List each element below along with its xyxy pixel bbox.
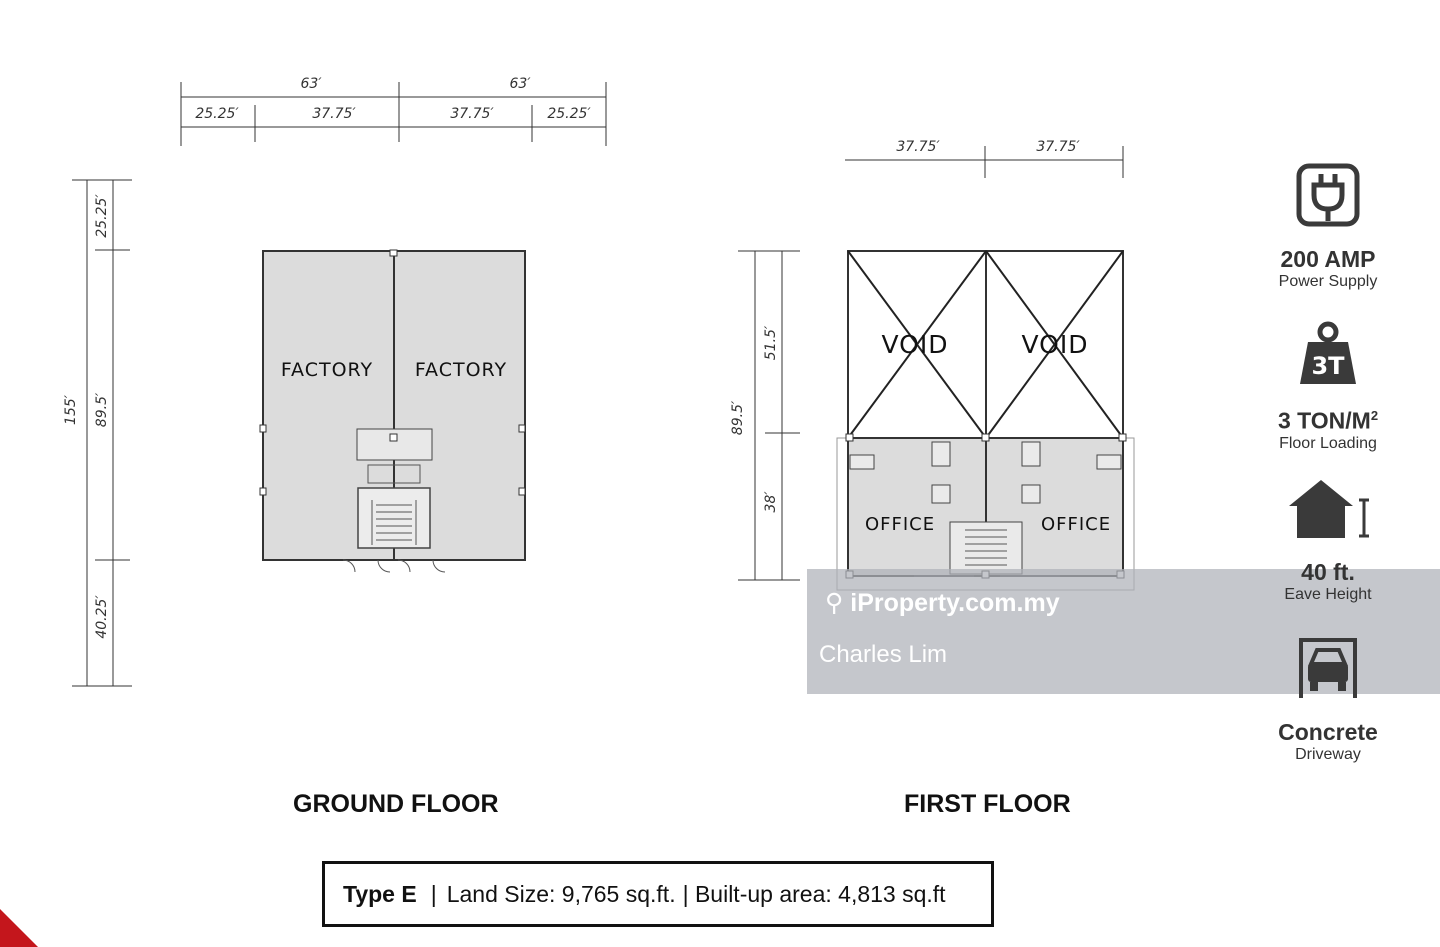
spec-eave-height: [1248, 476, 1408, 605]
dim-depth-middle: 89.5′: [94, 392, 110, 428]
location-pin-icon: ⚲: [825, 589, 844, 617]
spec-power: [1248, 163, 1408, 292]
built-up-area: | Built-up area: 4,813 sq.ft: [682, 880, 946, 907]
first-floor-title: FIRST FLOOR: [904, 790, 1071, 818]
truck-icon: [1295, 636, 1361, 702]
first-floor-plan: [837, 251, 1134, 590]
watermark-brand-text: iProperty.com.my: [850, 589, 1060, 617]
spec-floor-loading: [1248, 320, 1408, 454]
dim-first-depth-lower: 38′: [763, 491, 779, 513]
dim-first-width-left: 37.75′: [896, 139, 940, 155]
spec-driveway-value: Concrete: [1278, 719, 1378, 745]
dim-segment-width-4: 25.25′: [547, 106, 591, 122]
room-label-office-right: OFFICE: [1040, 514, 1112, 535]
spec-floor-loading-label: Floor Loading: [1279, 434, 1377, 452]
dim-segment-width-3: 37.75′: [450, 106, 494, 122]
dim-segment-width-1: 25.25′: [195, 106, 239, 122]
dim-first-width-right: 37.75′: [1036, 139, 1080, 155]
info-separator: |: [430, 880, 437, 907]
spec-power-value: 200 AMP: [1280, 246, 1376, 272]
spec-driveway-label: Driveway: [1295, 746, 1361, 763]
dim-first-depth-upper: 51.5′: [763, 325, 779, 361]
ground-floor-title: GROUND FLOOR: [293, 790, 499, 818]
accent-corner-triangle: [0, 909, 38, 947]
dim-depth-front: 25.25′: [94, 194, 110, 238]
spec-floor-loading-superscript: 2: [1370, 408, 1379, 423]
room-label-void-left: VOID: [881, 330, 949, 359]
dim-segment-width-2: 37.75′: [312, 106, 356, 122]
dim-first-overall-depth: 89.5′: [730, 400, 746, 436]
dim-overall-width-left: 63′: [300, 76, 322, 92]
property-type: Type E: [343, 880, 417, 907]
spec-driveway: [1248, 636, 1408, 765]
dim-depth-rear: 40.25′: [94, 595, 110, 639]
spec-floor-loading-value: [1248, 403, 1408, 434]
plug-icon: [1296, 163, 1360, 229]
house-height-icon: [1283, 476, 1373, 542]
watermark-brand: [825, 588, 1060, 618]
spec-eave-height-value: 40 ft.: [1301, 559, 1355, 585]
dim-overall-depth: 155′: [63, 395, 79, 425]
room-label-factory-left: FACTORY: [280, 359, 374, 381]
property-info-box: [322, 861, 994, 927]
dim-overall-width-right: 63′: [509, 76, 531, 92]
room-label-factory-right: FACTORY: [414, 359, 508, 381]
ground-floor-plan: [260, 250, 525, 572]
weight-icon-text: 3T: [1311, 352, 1345, 380]
room-label-void-right: VOID: [1021, 330, 1089, 359]
spec-eave-height-label: Eave Height: [1284, 586, 1372, 603]
watermark-agent-name: Charles Lim: [819, 641, 948, 668]
spec-floor-loading-value-text: 3 TON/M: [1277, 407, 1371, 434]
weight-icon: [1296, 320, 1360, 386]
land-size: Land Size: 9,765 sq.ft.: [446, 880, 676, 907]
room-label-office-left: OFFICE: [864, 514, 936, 535]
spec-power-label: Power Supply: [1278, 273, 1378, 290]
